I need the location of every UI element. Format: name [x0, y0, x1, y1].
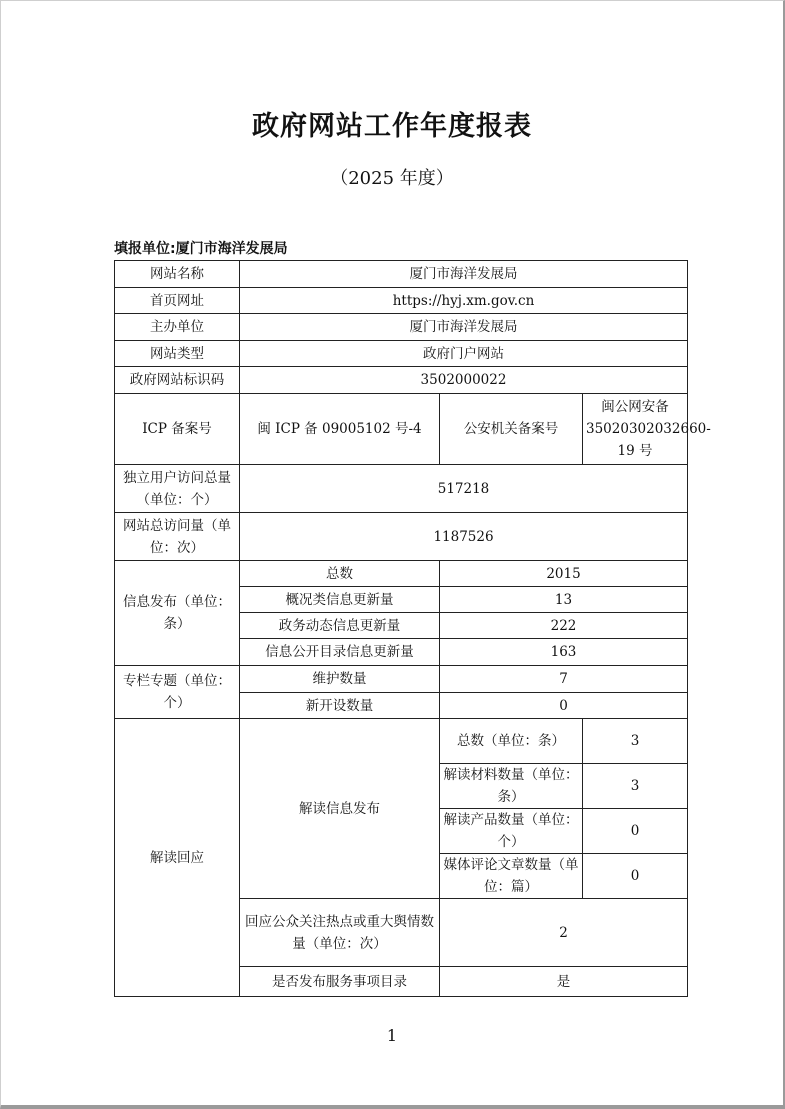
interpret-material-label: 解读材料数量（单位：条） — [440, 764, 583, 809]
icp-label: ICP 备案号 — [115, 394, 240, 465]
report-year: （2025 年度） — [330, 168, 454, 189]
info-overview-label: 概况类信息更新量 — [240, 587, 440, 613]
info-release-label: 信息发布（单位：条） — [115, 561, 240, 666]
info-affairs-value: 222 — [440, 613, 688, 639]
sponsor-label: 主办单位 — [115, 314, 240, 341]
page-title: 政府网站工作年度报表 — [252, 111, 532, 142]
info-affairs-label: 政务动态信息更新量 — [240, 613, 440, 639]
homepage-url: https://hyj.xm.gov.cn — [240, 288, 688, 314]
interpret-product-value: 0 — [583, 809, 688, 854]
interpret-media-label: 媒体评论文章数量（单位：篇） — [440, 854, 583, 899]
site-type-value: 政府门户网站 — [240, 341, 688, 367]
reporting-unit: 填报单位:厦门市海洋发展局 — [114, 241, 288, 257]
interpret-response-label: 解读回应 — [115, 719, 240, 997]
info-total-value: 2015 — [440, 561, 688, 587]
page-number: 1 — [386, 1026, 398, 1045]
police-record-value: 闽公网安备35020302032660-19 号 — [583, 394, 688, 465]
public-response-label: 回应公众关注热点或重大舆情数量（单位：次） — [240, 899, 440, 967]
site-name-value: 厦门市海洋发展局 — [240, 261, 688, 288]
interpret-release-label: 解读信息发布 — [240, 719, 440, 899]
site-name-label: 网站名称 — [115, 261, 240, 288]
info-catalog-value: 163 — [440, 639, 688, 666]
unique-visitors-label: 独立用户访问总量（单位：个） — [115, 465, 240, 513]
total-visits-value: 1187526 — [240, 513, 688, 561]
total-visits-label: 网站总访问量（单位：次） — [115, 513, 240, 561]
sponsor-value: 厦门市海洋发展局 — [240, 314, 688, 341]
column-new-label: 新开设数量 — [240, 693, 440, 719]
interpret-product-label: 解读产品数量（单位：个） — [440, 809, 583, 854]
service-catalog-label: 是否发布服务事项目录 — [240, 967, 440, 997]
service-catalog-value: 是 — [440, 967, 688, 997]
column-maintain-value: 7 — [440, 666, 688, 693]
report-table — [114, 260, 711, 997]
police-record-label: 公安机关备案号 — [440, 394, 583, 465]
homepage-label: 首页网址 — [115, 288, 240, 314]
info-catalog-label: 信息公开目录信息更新量 — [240, 639, 440, 666]
site-type-label: 网站类型 — [115, 341, 240, 367]
info-total-label: 总数 — [240, 561, 440, 587]
info-overview-value: 13 — [440, 587, 688, 613]
site-id-label: 政府网站标识码 — [115, 367, 240, 394]
column-topics-label: 专栏专题（单位：个） — [115, 666, 240, 719]
interpret-media-value: 0 — [583, 854, 688, 899]
interpret-total-label: 总数（单位：条） — [440, 719, 583, 764]
column-new-value: 0 — [440, 693, 688, 719]
icp-value: 闽 ICP 备 09005102 号-4 — [240, 394, 440, 465]
interpret-material-value: 3 — [583, 764, 688, 809]
site-id-value: 3502000022 — [240, 367, 688, 394]
interpret-total-value: 3 — [583, 719, 688, 764]
unique-visitors-value: 517218 — [240, 465, 688, 513]
public-response-value: 2 — [440, 899, 688, 967]
column-maintain-label: 维护数量 — [240, 666, 440, 693]
